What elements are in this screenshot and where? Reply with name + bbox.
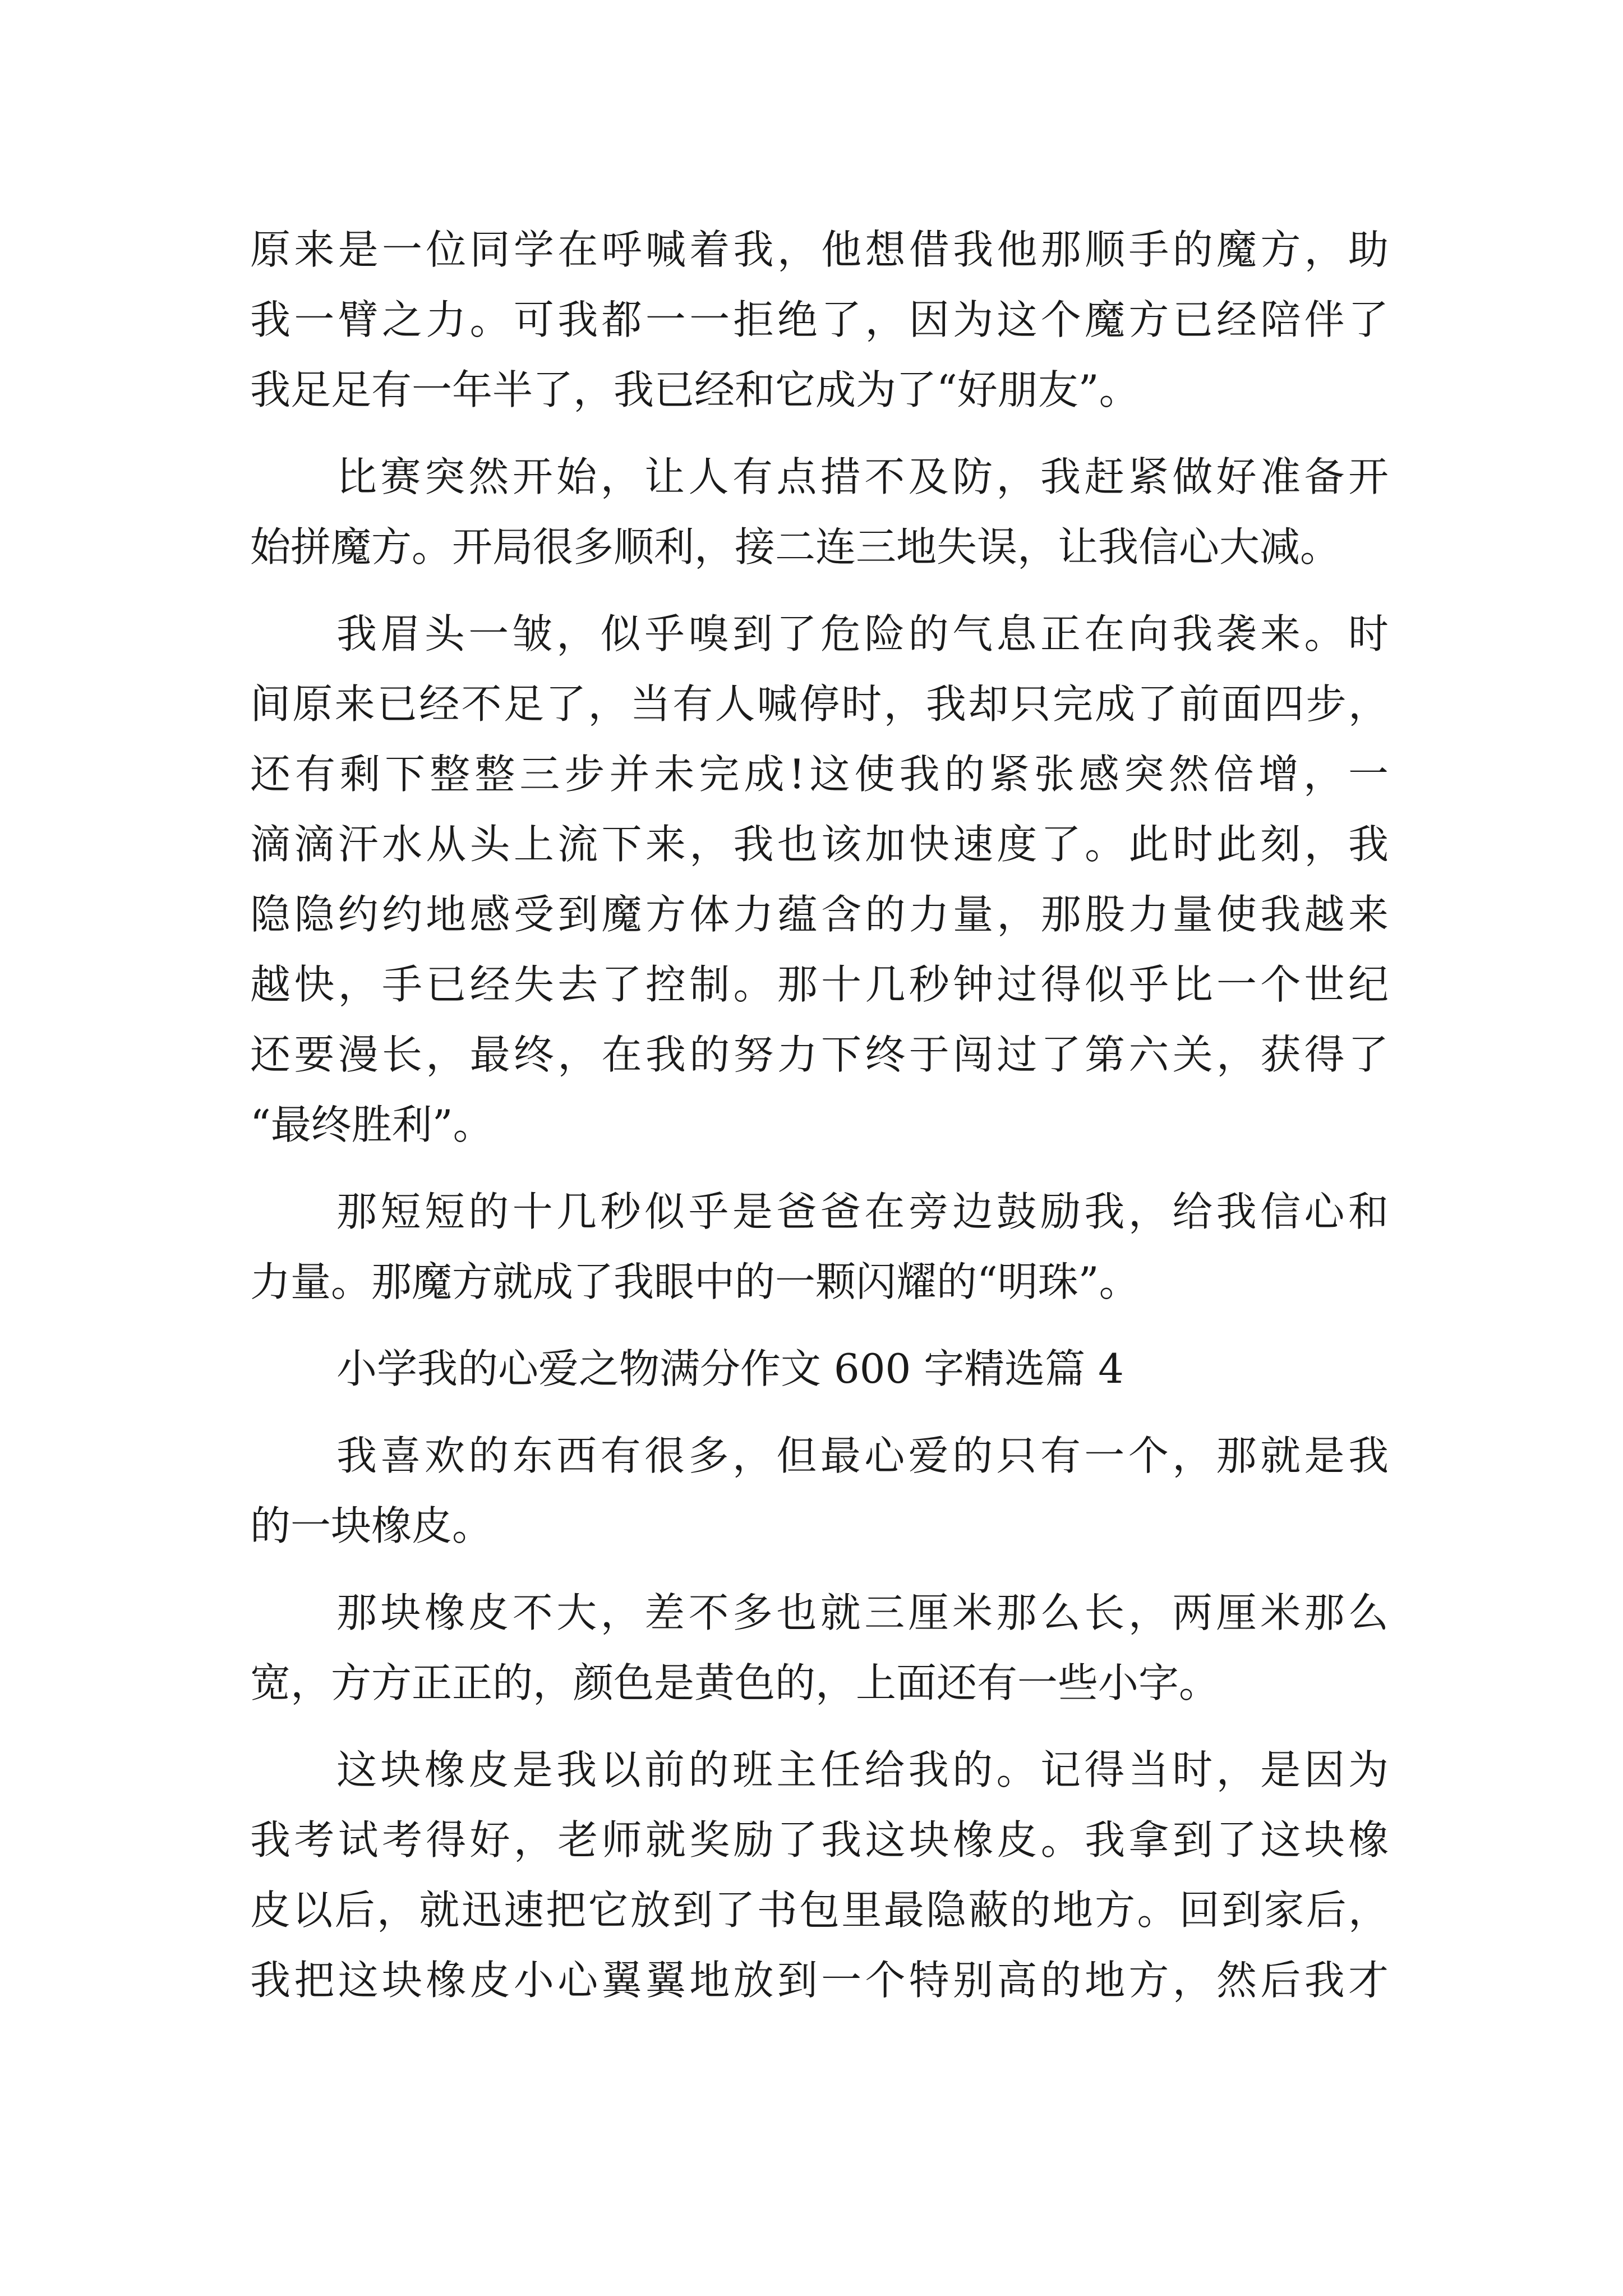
text-line-8: 还有剩下整整三步并未完成!这使我的紧张感突然倍增，一 bbox=[250, 751, 1389, 798]
text-line-6: 我眉头一皱，似乎嗅到了危险的气息正在向我袭来。时 bbox=[336, 610, 1389, 657]
text-line-9: 滴滴汗水从头上流下来，我也该加快速度了。此时此刻，我 bbox=[250, 821, 1389, 868]
text-line-1: 原来是一位同学在呼喊着我，他想借我他那顺手的魔方，助 bbox=[250, 226, 1389, 273]
text-line-23: 皮以后，就迅速把它放到了书包里最隐蔽的地方。回到家后， bbox=[250, 1887, 1389, 1934]
text-line-3: 我足足有一年半了，我已经和它成为了“好朋友”。 bbox=[250, 366, 1140, 413]
text-line-11: 越快，手已经失去了控制。那十几秒钟过得似乎比一个世纪 bbox=[250, 961, 1389, 1008]
text-line-10: 隐隐约约地感受到魔方体力蕴含的力量，那股力量使我越来 bbox=[250, 891, 1389, 938]
text-line-22: 我考试考得好，老师就奖励了我这块橡皮。我拿到了这块橡 bbox=[250, 1816, 1389, 1864]
section-heading: 小学我的心爱之物满分作文 600 字精选篇 4 bbox=[336, 1345, 1124, 1392]
text-line-14: 那短短的十几秒似乎是爸爸在旁边鼓励我，给我信心和 bbox=[336, 1188, 1389, 1235]
text-line-18: 的一块橡皮。 bbox=[250, 1502, 493, 1549]
text-line-15: 力量。那魔方就成了我眼中的一颗闪耀的“明珠”。 bbox=[250, 1258, 1140, 1305]
text-line-4: 比赛突然开始，让人有点措不及防，我赶紧做好准备开 bbox=[336, 453, 1389, 500]
text-line-20: 宽，方方正正的，颜色是黄色的，上面还有一些小字。 bbox=[250, 1659, 1220, 1706]
text-line-12: 还要漫长，最终，在我的努力下终于闯过了第六关，获得了 bbox=[250, 1031, 1389, 1078]
text-line-2: 我一臂之力。可我都一一拒绝了，因为这个魔方已经陪伴了 bbox=[250, 296, 1389, 343]
text-line-17: 我喜欢的东西有很多，但最心爱的只有一个，那就是我 bbox=[336, 1432, 1389, 1479]
text-line-13: “最终胜利”。 bbox=[250, 1101, 494, 1148]
text-line-19: 那块橡皮不大，差不多也就三厘米那么长，两厘米那么 bbox=[336, 1589, 1389, 1636]
text-line-21: 这块橡皮是我以前的班主任给我的。记得当时，是因为 bbox=[336, 1746, 1389, 1793]
text-line-5: 始拼魔方。开局很多顺利，接二连三地失误，让我信心大减。 bbox=[250, 523, 1341, 570]
text-line-24: 我把这块橡皮小心翼翼地放到一个特别高的地方，然后我才 bbox=[250, 1957, 1389, 2004]
text-line-7: 间原来已经不足了，当有人喊停时，我却只完成了前面四步， bbox=[250, 680, 1389, 728]
